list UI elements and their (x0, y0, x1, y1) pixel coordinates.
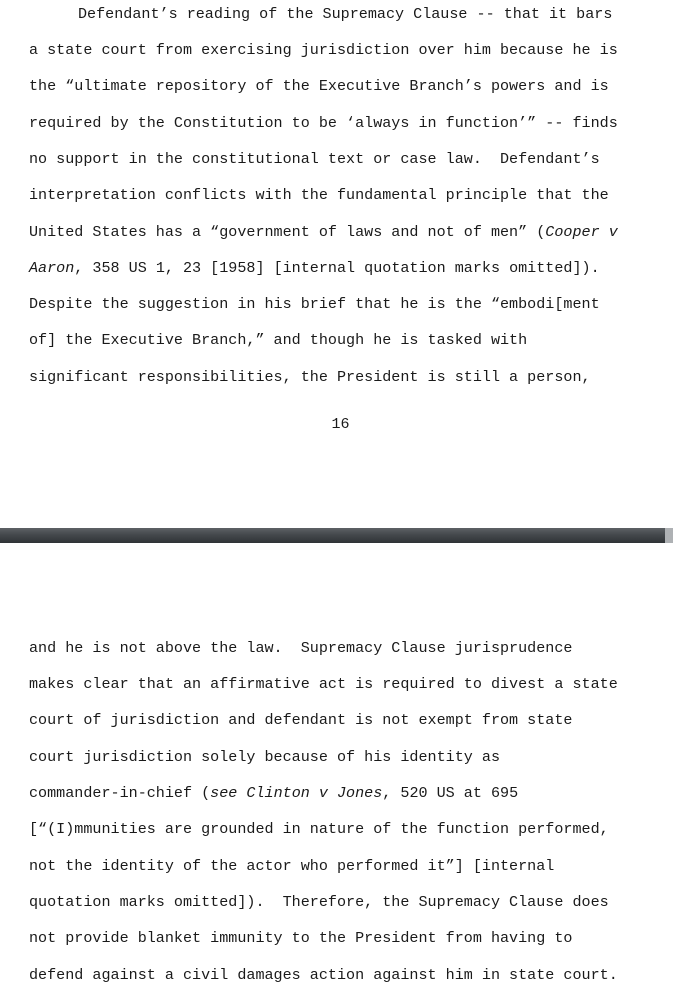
text-line (29, 223, 618, 241)
text-run: , 358 US 1, 23 [1958] [internal quotation marks omitted]). (74, 259, 600, 277)
text-line: and he is not above the law. Supremacy Clause jurisprudence (29, 639, 573, 657)
text-line: a state court from exercising jurisdiction over him because he is (29, 41, 618, 59)
text-line (29, 259, 600, 277)
text-line: significant responsibilities, the President is still a person, (29, 368, 591, 386)
page-number: 16 (331, 416, 350, 433)
case-citation: Clinton v Jones (246, 784, 383, 802)
case-citation: Aaron (29, 259, 75, 277)
text-line: of] the Executive Branch,” and though he is tasked with (29, 331, 528, 349)
separator-edge (665, 528, 673, 543)
text-line (29, 784, 518, 802)
text-line: court of jurisdiction and defendant is not exempt from state (29, 711, 573, 729)
text-line: makes clear that an affirmative act is required to divest a state (29, 675, 618, 693)
signal-word: see (210, 784, 238, 802)
text-line: Despite the suggestion in his brief that he is the “embodi[ment (29, 295, 600, 313)
text-line: not provide blanket immunity to the President from having to (29, 929, 573, 947)
text-run: , 520 US at 695 (382, 784, 519, 802)
case-citation: Cooper v (545, 223, 618, 241)
document-page-17 (0, 543, 673, 995)
text-run: commander-in-chief ( (29, 784, 211, 802)
text-line: court jurisdiction solely because of his identity as (29, 748, 501, 766)
text-line: defend against a civil damages action against him in state court. (29, 966, 618, 984)
text-line: quotation marks omitted]). Therefore, the Supremacy Clause does (29, 893, 609, 911)
page-separator (0, 528, 673, 543)
text-line: the “ultimate repository of the Executive Branch’s powers and is (29, 77, 609, 95)
text-line: Defendant’s reading of the Supremacy Clause -- that it bars (78, 5, 613, 23)
text-run: United States has a “government of laws and not of men” ( (29, 223, 546, 241)
text-line: no support in the constitutional text or case law. Defendant’s (29, 150, 600, 168)
text-line: not the identity of the actor who performed it”] [internal (29, 857, 555, 875)
text-line: [“(I)mmunities are grounded in nature of the function performed, (29, 820, 609, 838)
text-line: interpretation conflicts with the fundamental principle that the (29, 186, 609, 204)
text-line: required by the Constitution to be ‘always in function’” -- finds (29, 114, 618, 132)
